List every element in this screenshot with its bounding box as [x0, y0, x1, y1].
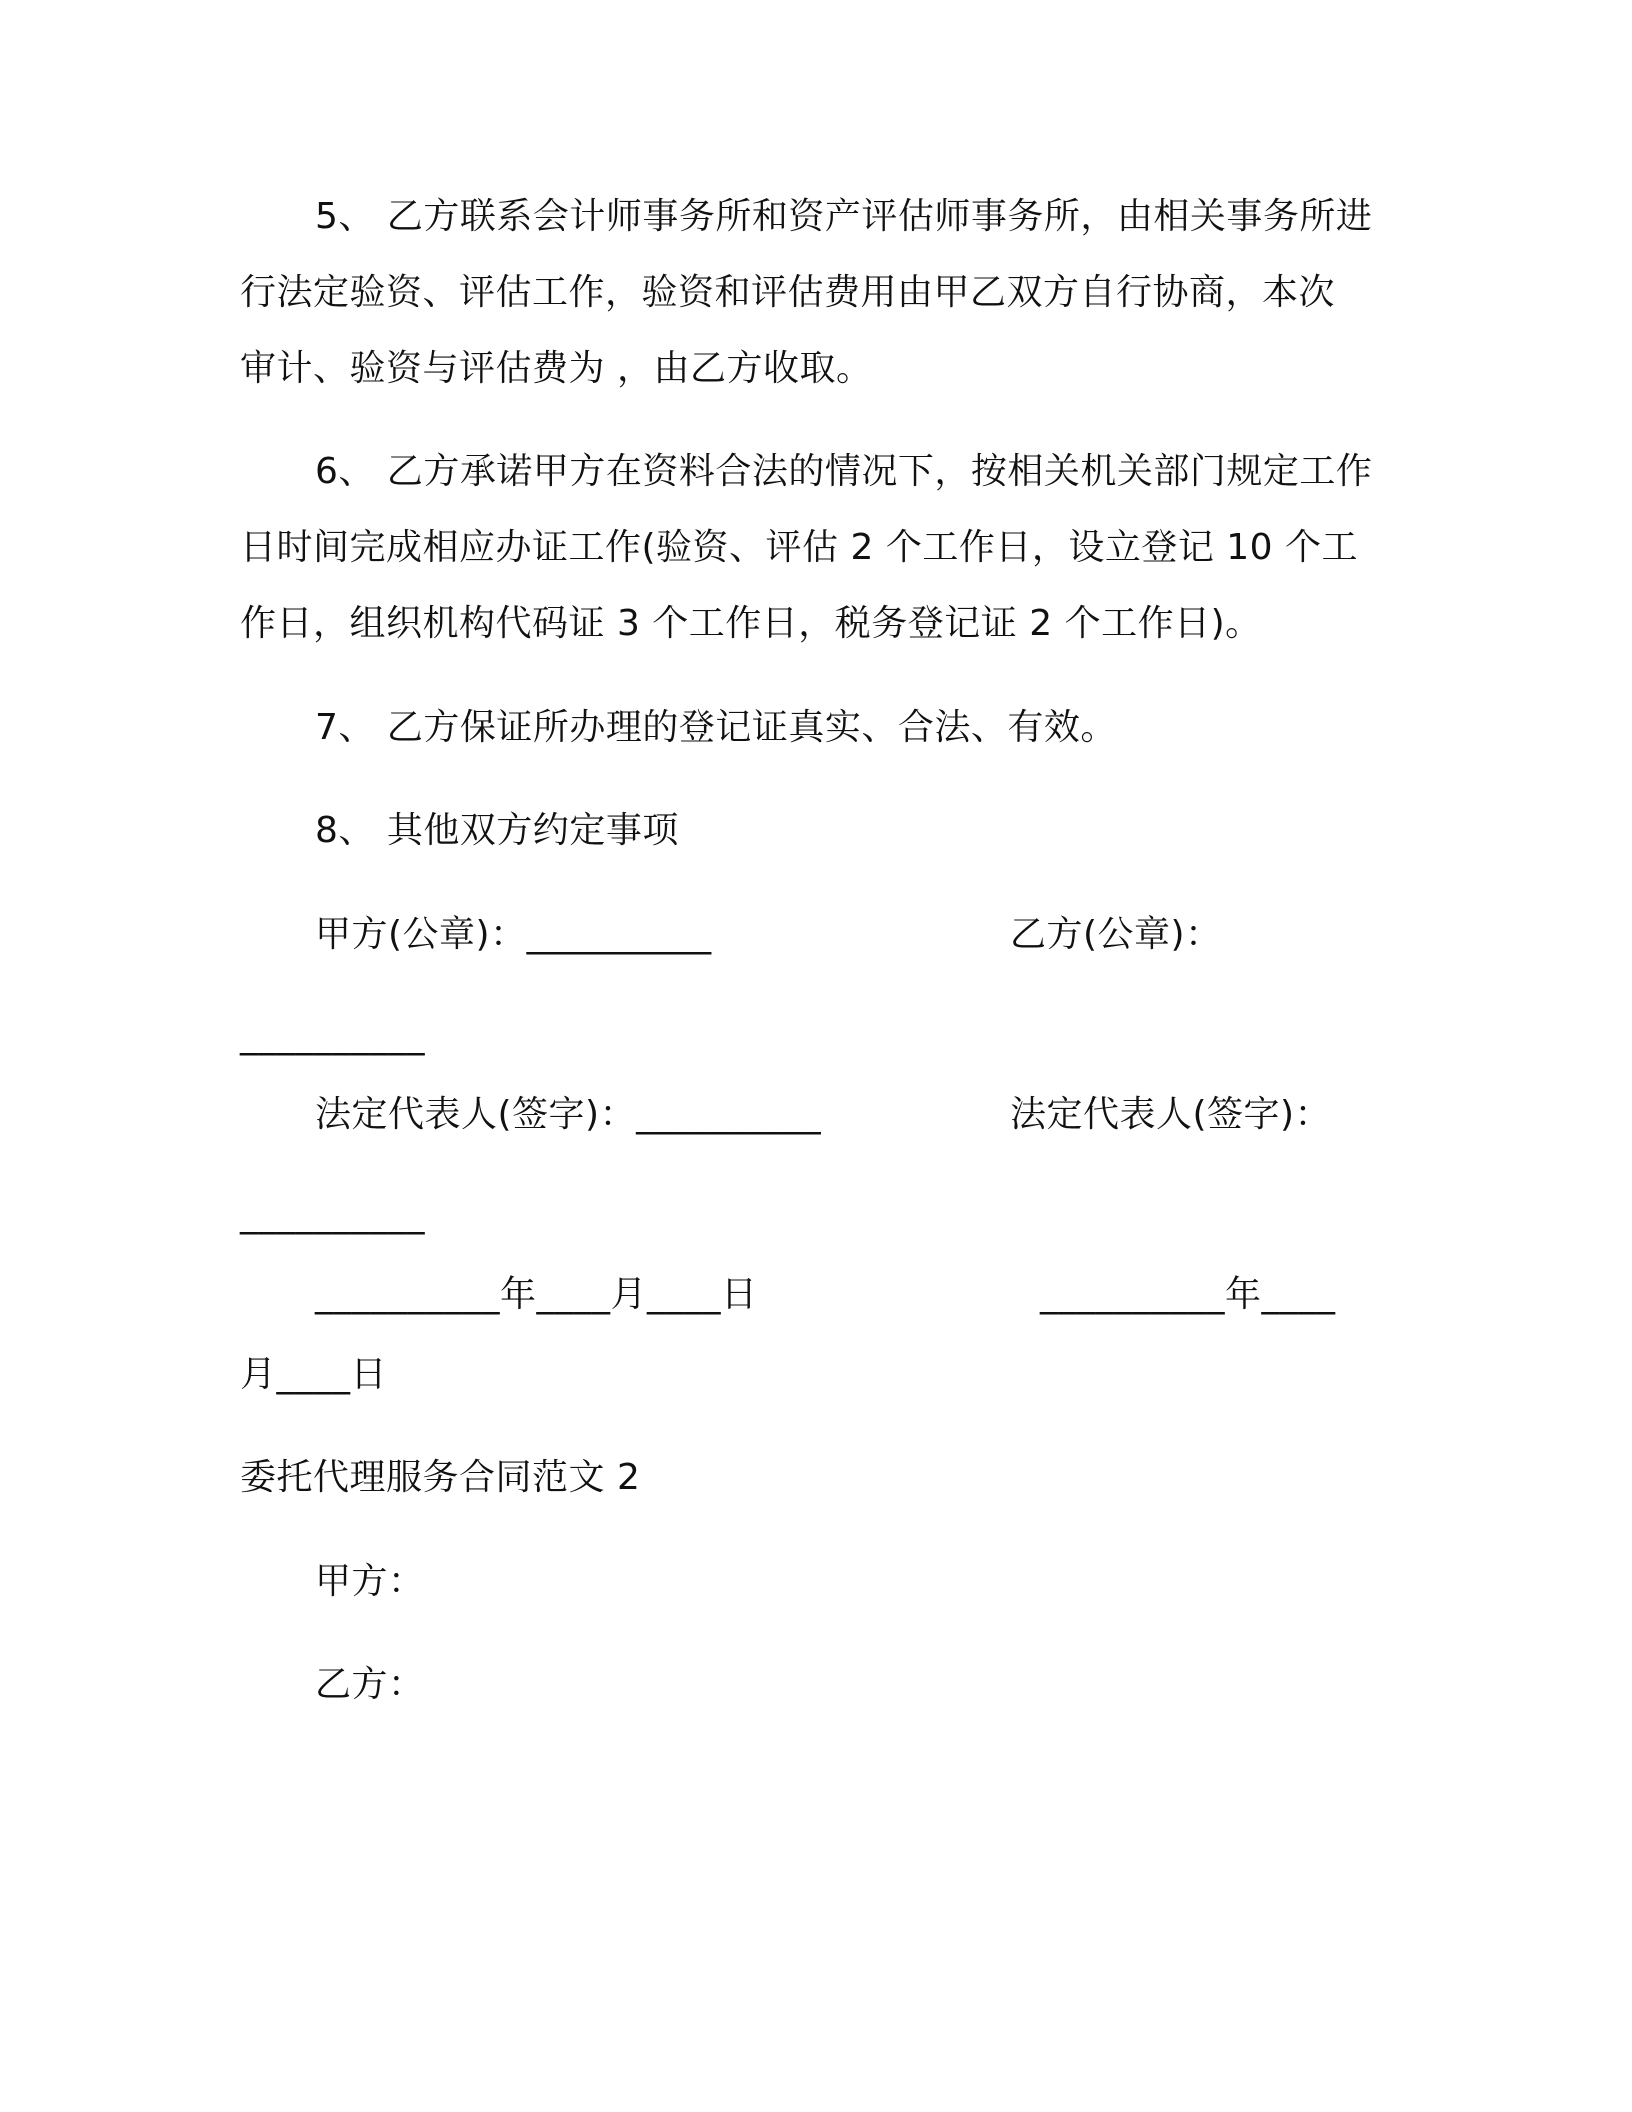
- clause-6-line-2: 日时间完成相应办证工作(验资、评估 2 个工作日，设立登记 10 个工: [240, 527, 1359, 568]
- clause-5-line-3: 审计、验资与评估费为 ，由乙方收取。: [240, 348, 873, 389]
- clause-7: 7、 乙方保证所办理的登记证真实、合法、有效。: [315, 707, 1117, 748]
- clause-5-line-2: 行法定验资、评估工作，验资和评估费用由甲乙双方自行协商，本次: [240, 272, 1336, 313]
- party-a-seal-line: 甲方(公章)：__________: [315, 914, 712, 955]
- section-2-party-a: 甲方：: [315, 1561, 425, 1602]
- party-b-seal-blank: __________: [240, 1015, 425, 1056]
- date-b-line: __________年____: [1040, 1274, 1336, 1315]
- section-2-party-b: 乙方：: [315, 1664, 425, 1705]
- clause-5-line-1: 5、 乙方联系会计师事务所和资产评估师事务所，由相关事务所进: [315, 196, 1373, 237]
- legal-rep-b-blank: __________: [240, 1194, 425, 1235]
- date-b-continuation: 月____日: [240, 1354, 388, 1395]
- legal-rep-a-line: 法定代表人(签字)：__________: [315, 1094, 822, 1135]
- legal-rep-b-label: 法定代表人(签字)：: [1010, 1094, 1332, 1135]
- clause-6-line-1: 6、 乙方承诺甲方在资料合法的情况下，按相关机关部门规定工作: [315, 451, 1373, 492]
- date-a-line: __________年____月____日: [315, 1274, 758, 1315]
- clause-8: 8、 其他双方约定事项: [315, 810, 679, 851]
- party-b-seal-label: 乙方(公章)：: [1010, 914, 1222, 955]
- section-2-title: 委托代理服务合同范文 2: [240, 1457, 641, 1498]
- clause-6-line-3: 作日，组织机构代码证 3 个工作日，税务登记证 2 个工作日)。: [240, 603, 1262, 644]
